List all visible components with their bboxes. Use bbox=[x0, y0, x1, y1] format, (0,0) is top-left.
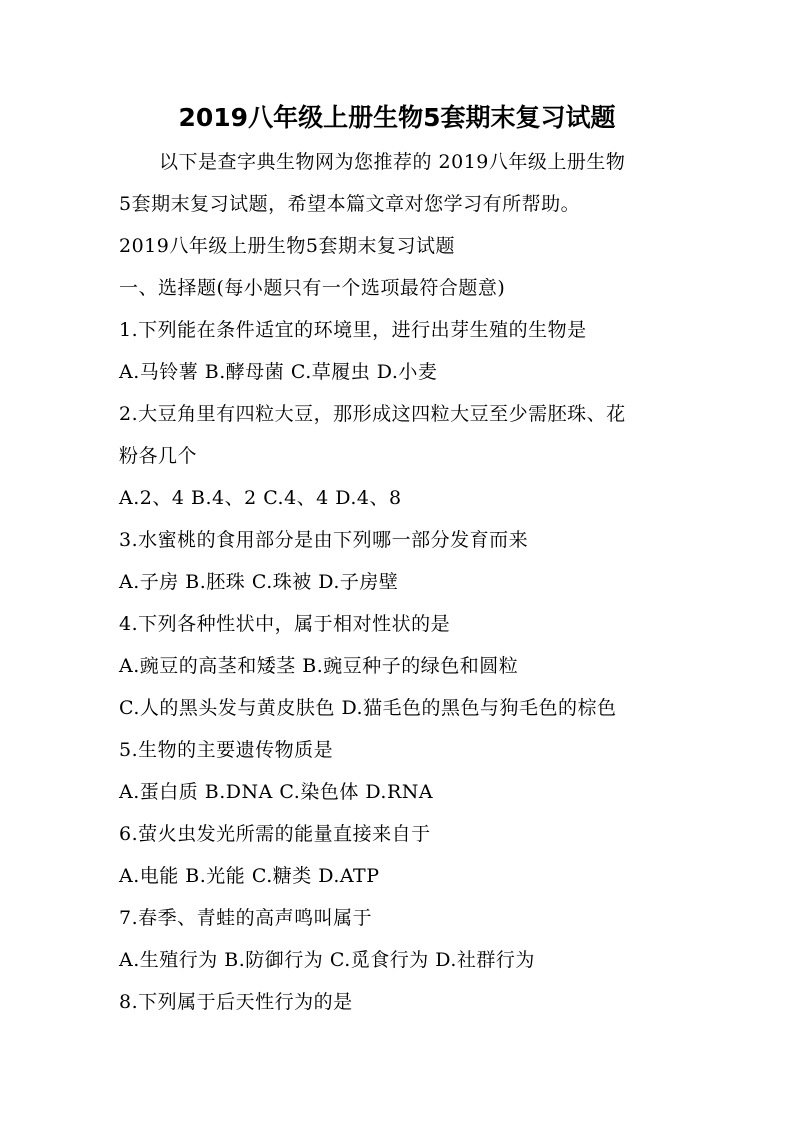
question-5-options: A.蛋白质 B.DNA C.染色体 D.RNA bbox=[119, 781, 434, 803]
question-2: 2.大豆角里有四粒大豆，那形成这四粒大豆至少需胚珠、花 bbox=[119, 403, 626, 425]
question-4-options-1: A.豌豆的高茎和矮茎 B.豌豆种子的绿色和圆粒 bbox=[119, 655, 519, 677]
intro-line-1: 以下是查字典生物网为您推荐的 2019八年级上册生物 bbox=[159, 151, 626, 173]
question-6-options: A.电能 B.光能 C.糖类 D.ATP bbox=[119, 865, 380, 887]
section-heading: 一、选择题(每小题只有一个选项最符合题意) bbox=[119, 277, 506, 299]
document-body bbox=[119, 141, 679, 1023]
question-7: 7.春季、青蛙的高声鸣叫属于 bbox=[119, 907, 373, 929]
intro-line-2: 5套期末复习试题，希望本篇文章对您学习有所帮助。 bbox=[119, 193, 581, 215]
question-3: 3.水蜜桃的食用部分是由下列哪一部分发育而来 bbox=[119, 529, 529, 551]
question-7-options: A.生殖行为 B.防御行为 C.觅食行为 D.社群行为 bbox=[119, 949, 535, 971]
question-6: 6.萤火虫发光所需的能量直接来自于 bbox=[119, 823, 431, 845]
document-title: 2019八年级上册生物5套期末复习试题 bbox=[178, 103, 616, 132]
question-1-options: A.马铃薯 B.酵母菌 C.草履虫 D.小麦 bbox=[119, 361, 438, 383]
question-4-options-2: C.人的黑头发与黄皮肤色 D.猫毛色的黑色与狗毛色的棕色 bbox=[119, 697, 617, 719]
question-2-cont: 粉各几个 bbox=[119, 445, 198, 467]
question-2-options: A.2、4 B.4、2 C.4、4 D.4、8 bbox=[119, 487, 402, 509]
question-1: 1.下列能在条件适宜的环境里，进行出芽生殖的生物是 bbox=[119, 319, 587, 341]
question-8: 8.下列属于后天性行为的是 bbox=[119, 991, 353, 1013]
question-4: 4.下列各种性状中，属于相对性状的是 bbox=[119, 613, 451, 635]
question-3-options: A.子房 B.胚珠 C.珠被 D.子房壁 bbox=[119, 571, 399, 593]
subtitle-line: 2019八年级上册生物5套期末复习试题 bbox=[119, 235, 455, 257]
question-5: 5.生物的主要遗传物质是 bbox=[119, 739, 334, 761]
